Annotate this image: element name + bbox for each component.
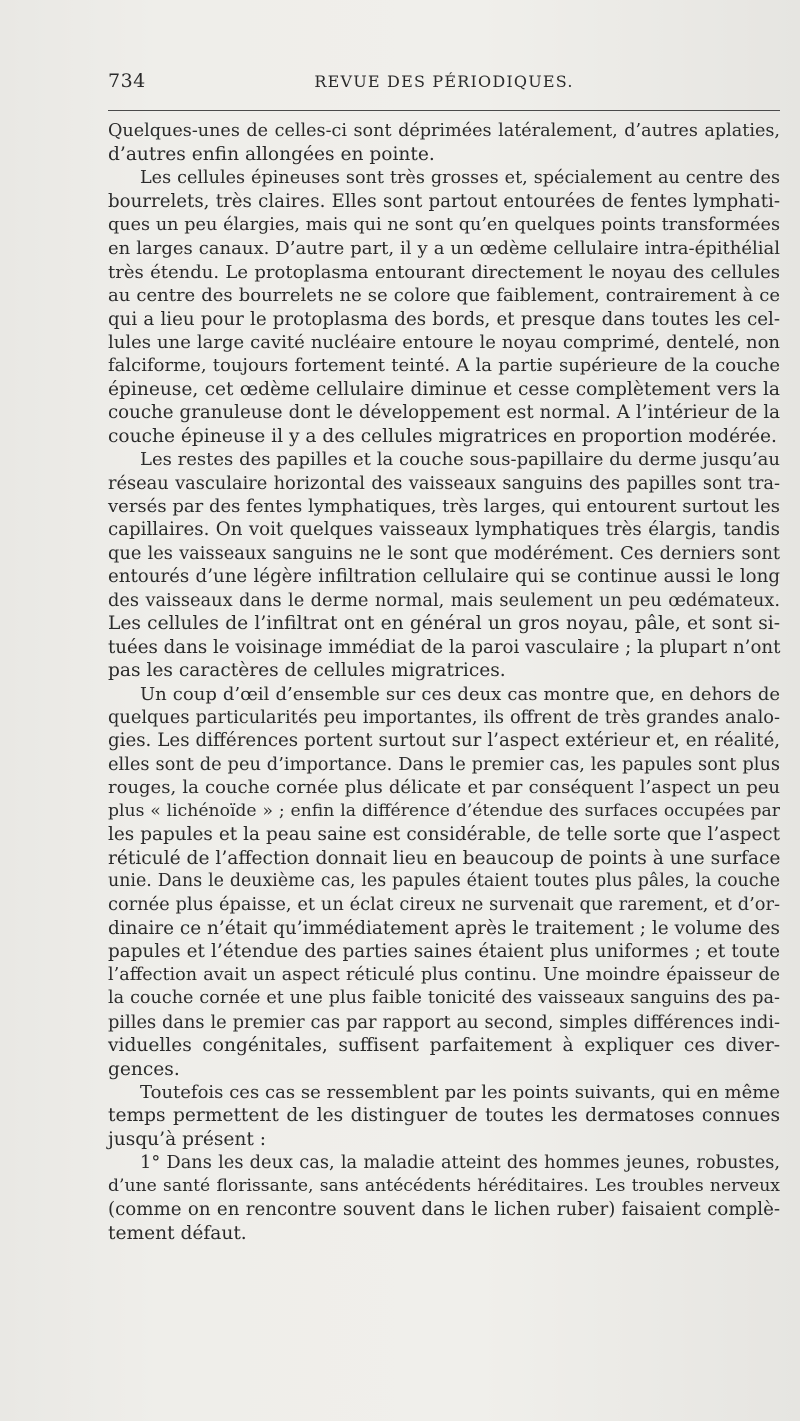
text-line: Un coup d’œil d’ensemble sur ces deux cas montre que, en dehors de xyxy=(140,683,780,705)
text-line: la couche cornée et une plus faible tonicité des vaisseaux sanguins des pa- xyxy=(108,988,780,1009)
text-line: Les cellules épineuses sont très grosses et, spécialement au centre des xyxy=(140,167,780,188)
text-line: temps permettent de les distinguer de toutes les dermatoses connues xyxy=(108,1105,780,1127)
text-line: que les vaisseaux sanguins ne le sont que modérément. Ces derniers sont xyxy=(108,542,780,564)
text-line: quelques particularités peu importantes, ils offrent de très grandes analo- xyxy=(108,706,780,728)
text-line: Quelques-unes de celles-ci sont déprimées latéralement, d’autres aplaties, xyxy=(108,121,780,141)
text-line: rouges, la couche cornée plus délicate et par conséquent l’aspect un peu xyxy=(108,777,780,799)
text-line: réticulé de l’affection donnait lieu en beaucoup de points à une surface xyxy=(108,847,781,869)
text-line: les papules et la peau saine est considérable, de telle sorte que l’aspect xyxy=(108,824,780,846)
page-header xyxy=(108,70,780,100)
text-line: unie. Dans le deuxième cas, les papules étaient toutes plus pâles, la couche xyxy=(108,871,780,891)
text-line: gences. xyxy=(108,1058,180,1080)
text-line: tement défaut. xyxy=(108,1222,247,1244)
text-line: papules et l’étendue des parties saines étaient plus uniformes ; et toute xyxy=(108,941,780,963)
text-line: couche granuleuse dont le développement est normal. A l’intérieur de la xyxy=(108,402,780,424)
text-line: gies. Les différences portent surtout sur l’aspect extérieur et, en réalité, xyxy=(108,730,780,752)
text-line: pilles dans le premier cas par rapport au second, simples différences indi- xyxy=(108,1011,780,1033)
text-line: qui a lieu pour le protoplasma des bords, et presque dans toutes les cel- xyxy=(108,308,780,330)
text-line: pas les caractères de cellules migratrices. xyxy=(108,660,506,682)
page-number: 734 xyxy=(108,70,146,92)
text-line: plus « lichénoïde » ; enfin la différence d’étendue des surfaces occupées par xyxy=(108,800,780,821)
text-line: (comme on en rencontre souvent dans le lichen ruber) faisaient complè- xyxy=(108,1199,780,1221)
text-line: épineuse, cet œdème cellulaire diminue et cesse complètement vers la xyxy=(108,378,780,400)
text-line: capillaires. On voit quelques vaisseaux lymphatiques très élargis, tandis xyxy=(108,519,780,541)
text-line: Toutefois ces cas se ressemblent par les points suivants, qui en même xyxy=(140,1081,780,1103)
text-line: réseau vasculaire horizontal des vaisseaux sanguins des papilles sont tra- xyxy=(108,472,780,494)
text-line: lules une large cavité nucléaire entoure le noyau comprimé, dentelé, non xyxy=(108,331,780,353)
text-line: d’une santé florissante, sans antécédents héréditaires. Les troubles nerveux xyxy=(108,1175,780,1196)
text-line: Les cellules de l’infiltrat ont en général un gros noyau, pâle, et sont si- xyxy=(108,613,780,635)
header-rule xyxy=(108,110,780,111)
text-line: falciforme, toujours fortement teinté. A la partie supérieure de la couche xyxy=(108,355,780,377)
body-text xyxy=(108,120,780,1245)
text-line: l’affection avait un aspect réticulé plus continu. Une moindre épaisseur de xyxy=(108,964,780,985)
text-line: versés par des fentes lymphatiques, très larges, qui entourent surtout les xyxy=(108,496,780,517)
text-line: couche épineuse il y a des cellules migratrices en proportion modérée. xyxy=(108,425,777,447)
running-head: REVUE DES PÉRIODIQUES. xyxy=(314,72,574,91)
text-line: cornée plus épaisse, et un éclat cireux ne survenait que rarement, et d’or- xyxy=(108,894,780,916)
text-line: entourés d’une légère infiltration cellulaire qui se continue aussi le long xyxy=(108,566,780,588)
text-line: viduelles congénitales, suffisent parfaitement à expliquer ces diver- xyxy=(108,1035,780,1057)
text-line: en larges canaux. D’autre part, il y a un œdème cellulaire intra-épithélial xyxy=(108,238,780,260)
text-line: au centre des bourrelets ne se colore que faiblement, contrairement à ce xyxy=(108,285,780,307)
text-line: très étendu. Le protoplasma entourant directement le noyau des cellules xyxy=(108,261,780,283)
text-line: elles sont de peu d’importance. Dans le premier cas, les papules sont plus xyxy=(108,753,780,775)
text-line: d’autres enfin allongées en pointe. xyxy=(108,144,435,166)
text-line: ques un peu élargies, mais qui ne sont qu’en quelques points transformées xyxy=(108,214,780,235)
text-line: dinaire ce n’était qu’immédiatement après le traitement ; le volume des xyxy=(108,917,780,939)
text-line: jusqu’à présent : xyxy=(108,1128,267,1150)
text-line: Les restes des papilles et la couche sous-papillaire du derme jusqu’au xyxy=(140,449,780,471)
text-line: bourrelets, très claires. Elles sont partout entourées de fentes lymphati- xyxy=(108,191,780,213)
text-line: des vaisseaux dans le derme normal, mais seulement un peu œdémateux. xyxy=(108,589,780,611)
text-line: tuées dans le voisinage immédiat de la paroi vasculaire ; la plupart n’ont xyxy=(108,636,781,658)
text-line: 1° Dans les deux cas, la maladie atteint des hommes jeunes, robustes, xyxy=(140,1152,780,1174)
